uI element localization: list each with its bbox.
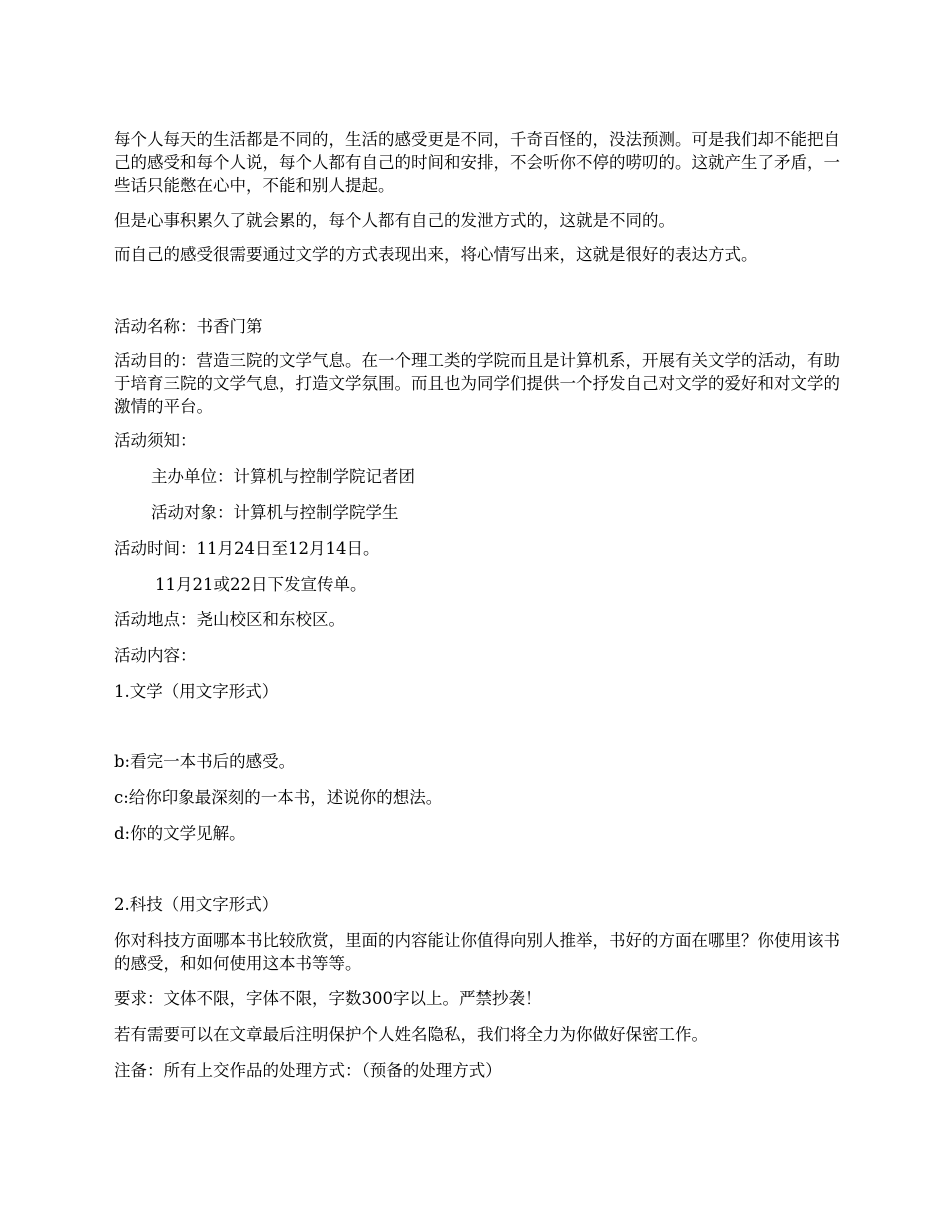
section-2-description: 你对科技方面哪本书比较欣赏，里面的内容能让你值得向别人推举，书好的方面在哪里？你使用该书的感受，和如何使用这本书等等。 bbox=[114, 931, 840, 973]
section-2-title: 2.科技（用文字形式） bbox=[114, 895, 279, 914]
item-c: c:给你印象最深刻的一本书，述说你的想法。 bbox=[114, 788, 443, 807]
activity-name: 活动名称：书香门第 bbox=[114, 317, 263, 336]
audience: 活动对象：计算机与控制学院学生 bbox=[151, 503, 399, 522]
intro-paragraph-1: 每个人每天的生活都是不同的，生活的感受更是不同，千奇百怪的，没法预测。可是我们却不能把自己的感受和每个人说，每个人都有自己的时间和安排，不会听你不停的唠叨的。这就产生了矛盾，一些话只能憋在心中，不能和别人提起。 bbox=[114, 130, 840, 195]
section-1-title: 1.文学（用文字形式） bbox=[114, 682, 279, 701]
activity-time: 活动时间：11月24日至12月14日。 bbox=[114, 539, 380, 558]
activity-content-heading: 活动内容： bbox=[114, 646, 197, 665]
flyer-date: 11月21或22日下发宣传单。 bbox=[155, 575, 367, 594]
item-d: d:你的文学见解。 bbox=[114, 824, 246, 843]
privacy-note: 若有需要可以在文章最后注明保护个人姓名隐私，我们将全力为你做好保密工作。 bbox=[114, 1025, 708, 1044]
intro-paragraph-2: 但是心事积累久了就会累的，每个人都有自己的发泄方式的，这就是不同的。 bbox=[114, 211, 675, 230]
item-b: b:看完一本书后的感受。 bbox=[114, 752, 296, 771]
processing-note: 注备：所有上交作品的处理方式：（预备的处理方式） bbox=[114, 1061, 502, 1080]
requirements: 要求：文体不限，字体不限，字数300字以上。严禁抄袭！ bbox=[114, 989, 542, 1008]
activity-purpose: 活动目的：营造三院的文学气息。在一个理工类的学院而且是计算机系，开展有关文学的活动，有助于培育三院的文学气息，打造文学氛围。而且也为同学们提供一个抒发自己对文学的爱好和对文学的激情的平台。 bbox=[114, 351, 840, 416]
organizer: 主办单位：计算机与控制学院记者团 bbox=[151, 467, 415, 486]
activity-notice-heading: 活动须知： bbox=[114, 431, 197, 450]
activity-location: 活动地点：尧山校区和东校区。 bbox=[114, 610, 345, 629]
intro-paragraph-3: 而自己的感受很需要通过文学的方式表现出来，将心情写出来，这就是很好的表达方式。 bbox=[114, 245, 758, 264]
